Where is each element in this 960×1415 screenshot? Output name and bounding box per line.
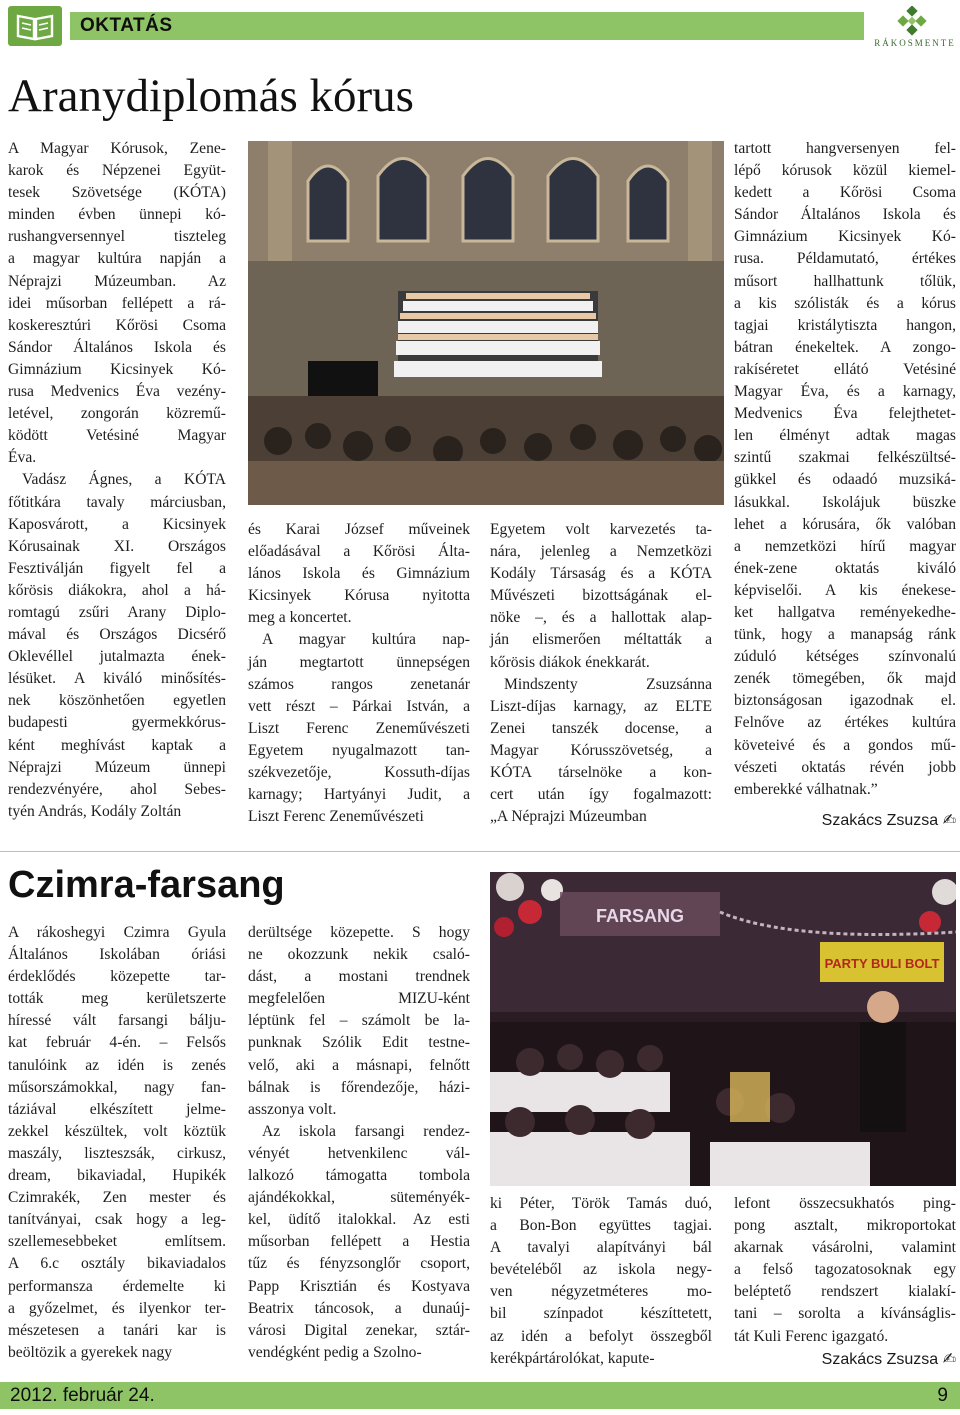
text-line: kat február 4-én. – Felsős (8, 1034, 226, 1052)
text-line: lépő kórusok közül kiemel- (734, 162, 956, 180)
text-line: karok és Népzenei Együt- (8, 162, 226, 180)
article2-column-4 (734, 1193, 956, 1348)
article-divider (0, 851, 960, 852)
text-line: székvezetője, Kossuth-díjas (248, 764, 470, 782)
issue-date: 2012. február 24. (10, 1385, 155, 1406)
text-line: ének-zene oktatás kiváló (734, 559, 956, 577)
text-line: emberekké válhatnak.” (734, 780, 878, 798)
text-line: ne okozzunk nekik csaló- (248, 946, 470, 964)
text-line: Sándor Általános Iskola és (8, 338, 226, 356)
text-line: Papp Krisztián és Kostyava (248, 1277, 470, 1295)
text-line: romtagú zsűri Arany Diplo- (8, 603, 226, 621)
article2-signature: Szakács Zsuzsa ✍ (821, 1351, 956, 1368)
text-line: tát Kuli Ferenc igazgató. (734, 1327, 889, 1345)
text-line: Liszt-díjas karnagy, az ELTE (490, 697, 712, 715)
text-line: Czimrakék, Zen mester és (8, 1189, 226, 1207)
text-line: lános Iskola és Gimnázium (248, 565, 470, 583)
section-header-bar (70, 12, 864, 40)
text-line: műsorszámokkal, nagy fan- (8, 1078, 226, 1096)
text-line: A magyar kultúra nap- (262, 631, 470, 649)
page-number: 9 (937, 1385, 948, 1406)
text-line: vett részt – Párkai István, a (248, 697, 470, 715)
text-line: képviselői. A kis énekese- (734, 581, 956, 599)
text-line: tünk, hogy a manapság ránk (734, 626, 956, 644)
text-line: Liszt Ferenc Zeneművészeti (248, 719, 470, 737)
text-line: tyén András, Kodály Zoltán (8, 802, 182, 820)
text-line: zúduló kétséges színvonalú (734, 648, 956, 666)
text-line: Fesztiválján figyelt fel a (8, 559, 226, 577)
book-icon (8, 6, 62, 46)
text-line: bálnak is főrendezője, házi- (248, 1078, 470, 1096)
text-line: bátran énekeltek. A zongo- (734, 338, 956, 356)
text-line: számos rangos zenetanár (248, 675, 470, 693)
text-line: rendezvényére, ahol Sebes- (8, 780, 226, 798)
text-line: budapesti gyermekkórus- (8, 714, 226, 732)
text-line: a győzelmet, és ilyenkor ter- (8, 1299, 226, 1317)
text-line: a felső tagozatosoknak egy (734, 1261, 956, 1279)
text-line: Medvenics Éva felejthetet- (734, 405, 956, 423)
section-label: OKTATÁS (80, 15, 173, 36)
text-line: a magyar kultúra napján a (8, 250, 226, 268)
text-line: mával és Országos Dicsérő (8, 626, 226, 644)
text-line: Gimnázium Kicsinyek Kó- (8, 360, 226, 378)
text-line: mészetesen a tanári kar is (8, 1321, 226, 1339)
text-line: rakíséretet ellátó Vetésiné (734, 360, 956, 378)
text-line: Egyetem nyugalmazott tan- (248, 741, 470, 759)
text-line: A 6.c osztály bikaviadalos (8, 1255, 226, 1273)
text-line: Felnőve az értékes kultúra (734, 714, 956, 732)
text-line: Beatrix táncosok, a dunaúj- (248, 1299, 470, 1317)
logo-text: RÁKOSMENTE (874, 38, 956, 48)
text-line: cert után így fogalmazott: (490, 786, 712, 804)
text-line: ajándékokkal, süteményék- (248, 1189, 470, 1207)
carnival-photo (490, 872, 956, 1186)
text-line: ven négyzetméteres mo- (490, 1283, 712, 1301)
photo-banner-text: PARTY BULI BOLT (824, 956, 940, 971)
article1-column-2 (248, 519, 470, 828)
text-line: vendégként pedig a Szolno- (248, 1343, 422, 1361)
text-line: lehet a kórusára, ők valóban (734, 515, 956, 533)
text-line: Egyetem volt karvezetés ta- (490, 521, 712, 538)
text-line: rushangversennyel tiszteleg (8, 228, 226, 246)
text-line: biztonságosan igazodnak el. (734, 692, 956, 710)
text-line: Éva. (8, 449, 37, 467)
text-line: kőrösis diákokra, ahol a há- (8, 581, 226, 599)
text-line: követeivé és a gondos mű- (734, 736, 956, 754)
text-line: ket hallgatva reményekedhe- (734, 603, 956, 621)
text-line: tanulóink az idén is zenés (8, 1056, 226, 1074)
text-line: zekkel készültek, volt köztük (8, 1122, 226, 1140)
text-line: a kis szólisták és a kórus (734, 294, 956, 312)
rakosmente-logo (897, 6, 927, 36)
text-line: derültsége közepette. S hogy (248, 924, 470, 941)
text-line: nöke –, és a hallottak alap- (490, 609, 712, 627)
text-line: tották meg kerületszerte (8, 990, 226, 1008)
text-line: városi Digital zenekar, sztár- (248, 1321, 470, 1339)
text-line: maszály, liszteszsák, cirkusz, (8, 1144, 226, 1162)
article-title: Aranydiplomás kórus (8, 70, 414, 122)
text-line: beléptető rendszert kialakí- (734, 1283, 956, 1301)
text-line: nára, jelenleg a Nemzetközi (490, 543, 712, 561)
text-line: Néprajzi Múzeumban. Az (8, 272, 226, 290)
text-line: Magyar Kórusszövetség, a (490, 741, 712, 759)
text-line: kerékpártárolókat, kapute- (490, 1349, 655, 1367)
text-line: Kodály Társaság és a KÓTA (490, 565, 712, 583)
text-line: lásukkal. Iskolájuk büszke (734, 493, 956, 511)
text-line: dream, bikaviadal, Hupikék (8, 1167, 226, 1185)
text-line: Általános Iskolában óriási (8, 946, 226, 964)
text-line: kel, üdítő italokkal. Az esti (248, 1211, 470, 1229)
text-line: ködött Vetésiné Magyar (8, 427, 226, 445)
text-line: főtitkára tavaly márciusban, (8, 493, 226, 511)
text-line: Kaposvárott, a Kicsinyek (8, 515, 226, 533)
article1-signature: Szakács Zsuzsa ✍ (821, 812, 956, 829)
text-line: megfelelően MIZU-ként (248, 990, 470, 1008)
text-line: Kórusainak XI. Országos (8, 537, 226, 555)
text-line: a nemzetközi hírű magyar (734, 537, 956, 555)
text-line: Liszt Ferenc Zeneművészeti (248, 808, 424, 826)
text-line: velő, aki a másnapi, felnőtt (248, 1056, 470, 1074)
text-line: műsorban fellépett a Hestia (248, 1233, 470, 1251)
text-line: Művészeti bizottságának el- (490, 587, 712, 605)
text-line: Oklevéllel jutalmazta ének- (8, 648, 226, 666)
text-line: „A Néprajzi Múzeumban (490, 808, 647, 826)
text-line: tani – sorolta a kívánságlis- (734, 1305, 956, 1323)
text-line: híressé vált farsangi bálju- (8, 1012, 226, 1030)
text-line: tanítványai, csak hogy a leg- (8, 1211, 226, 1229)
text-line: karnagy; Hartyányi Judit, a (248, 786, 470, 804)
text-line: táziával elkészített jelme- (8, 1100, 226, 1118)
text-line: lalkozó támogatta tombola (248, 1167, 470, 1185)
text-line: és Karai József műveinek (248, 521, 470, 538)
text-line: léptünk fel – számolt be la- (248, 1012, 470, 1030)
text-line: a Bon-Bon együttes tagjai. (490, 1217, 712, 1235)
text-line: lésüket. A kiváló minősítés- (8, 670, 226, 688)
text-line: az idén a befolyt összegből (490, 1327, 712, 1345)
text-line: Zenei tanszék docense, a (490, 719, 712, 737)
text-line: beöltözik a gyerekek nagy (8, 1343, 173, 1361)
text-line: ként meghívást kaptak a (8, 736, 226, 754)
text-line: ki Péter, Török Tamás duó, (490, 1195, 712, 1212)
text-line: kedett a Kőrösi Csoma (734, 184, 956, 202)
text-line: len élményt adtak magas (734, 427, 956, 445)
text-line: ján elismerően méltatták a (490, 631, 712, 649)
text-line: rusa Medvenics Éva vezény- (8, 383, 226, 401)
text-line: vészeti oktatás révén jobb (734, 758, 956, 776)
text-line: Mindszenty Zsuzsánna (504, 675, 712, 693)
text-line: szintű szakmai felkészültsé- (734, 449, 956, 467)
text-line: bevételéből az iskola negy- (490, 1261, 712, 1279)
text-line: Az iskola farsangi rendez- (262, 1122, 470, 1140)
article2-column-2 (248, 922, 470, 1364)
text-line: kőrösis diákok énekkarát. (490, 653, 650, 671)
text-line: punknak Szólik Edit testne- (248, 1034, 470, 1052)
article-title-2: Czimra-farsang (8, 864, 285, 906)
text-line: lefont összecsukhatós ping- (734, 1195, 956, 1212)
text-line: idei műsorban fellépett a rá- (8, 294, 226, 312)
text-line: ján megtartott ünnepségen (248, 653, 470, 671)
text-line: érdeklődés közepette tar- (8, 968, 226, 986)
text-line: műsort hallhattunk tőlük, (734, 272, 956, 290)
text-line: vényét hetvenkilenc vál- (248, 1144, 470, 1162)
text-line: tesek Szövetsége (KÓTA) (8, 184, 226, 202)
text-line: letével, zongorán közremű- (8, 405, 226, 423)
article2-column-3 (490, 1193, 712, 1370)
text-line: pong asztalt, mikroportokat (734, 1217, 956, 1235)
article1-column-4 (734, 138, 956, 801)
text-line: tartott hangversenyen fel- (734, 140, 956, 157)
text-line: zenék tömegében, ők majd (734, 670, 956, 688)
choir-photo (248, 141, 724, 505)
text-line: A rákoshegyi Czimra Gyula (8, 924, 226, 941)
text-line: tűz és fényzsonglőr csoport, (248, 1255, 470, 1273)
text-line: előadásával a Kőrösi Álta- (248, 543, 470, 561)
text-line: szellemesebbeket említsem. (8, 1233, 226, 1251)
text-line: tagjai kristálytiszta hangon, (734, 316, 956, 334)
text-line: asszonya volt. (248, 1100, 337, 1118)
text-line: gükkel és odaadó muzsiká- (734, 471, 956, 489)
article1-column-3 (490, 519, 712, 828)
text-line: dást, a mostani trendnek (248, 968, 470, 986)
text-line: KÓTA társelnöke a kon- (490, 764, 712, 782)
text-line: bil színpadot készíttetett, (490, 1305, 712, 1323)
text-line: Néprajzi Múzeum ünnepi (8, 758, 226, 776)
text-line: koskeresztúri Kőrösi Csoma (8, 316, 226, 334)
text-line: meg a koncertet. (248, 609, 352, 627)
text-line: akarnak vásárolni, valamint (734, 1239, 956, 1257)
text-line: Sándor Általános Iskola és (734, 206, 956, 224)
text-line: A tavalyi alapítványi bál (490, 1239, 712, 1257)
article2-column-1 (8, 922, 226, 1364)
text-line: nek köszönhetően egyetlen (8, 692, 226, 710)
text-line: Gimnázium Kicsinyek Kó- (734, 228, 956, 246)
article1-column-1 (8, 138, 226, 823)
text-line: Magyar Éva, és a karnagy, (734, 383, 956, 401)
text-line: Kicsinyek Kórusa nyitotta (248, 587, 470, 605)
text-line: rusa. Példamutató, értékes (734, 250, 956, 268)
text-line: Vadász Ágnes, a KÓTA (22, 471, 226, 489)
text-line: performansza érdemelte ki (8, 1277, 226, 1295)
text-line: minden évben ünnepi kó- (8, 206, 226, 224)
text-line: A Magyar Kórusok, Zene- (8, 140, 226, 157)
photo-sign-text: FARSANG (595, 906, 685, 926)
